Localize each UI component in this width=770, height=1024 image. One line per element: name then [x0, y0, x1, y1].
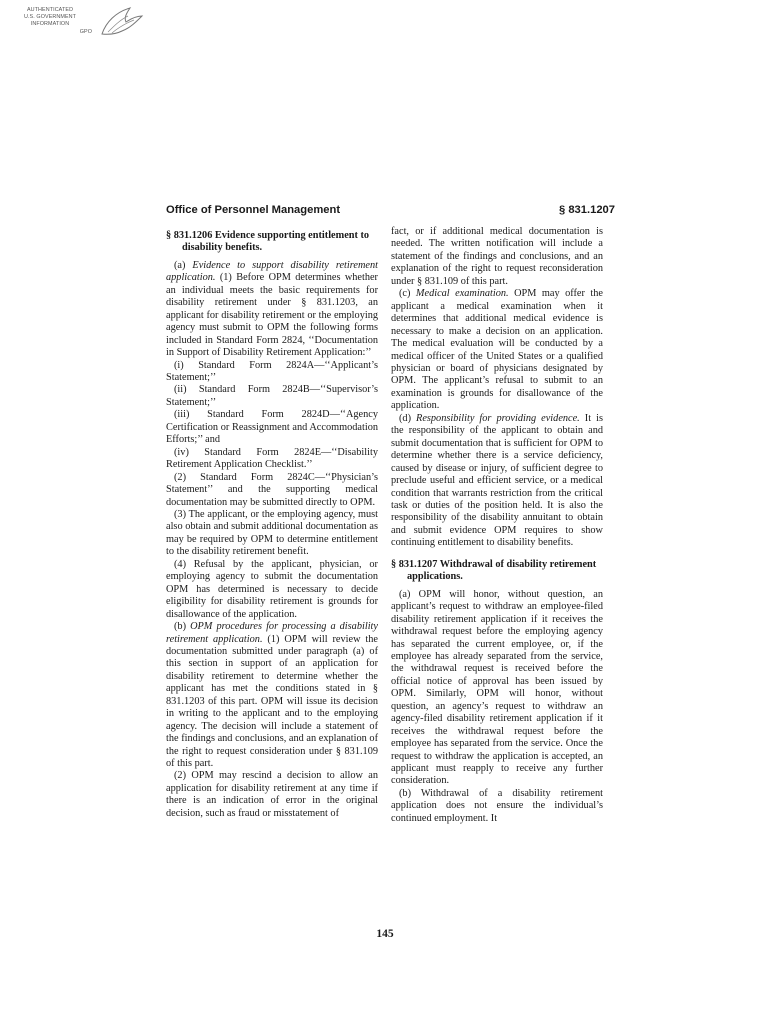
- paragraph: (2) Standard Form 2824C—‘‘Physician’s Statement’’ and the supporting medical documentation may be submitted directly to OPM.: [166, 471, 378, 508]
- paragraph: (ii) Standard Form 2824B—‘‘Supervisor’s Statement;’’: [166, 384, 378, 408]
- right-column: [391, 226, 603, 825]
- seal-line-4: GPO: [79, 28, 92, 35]
- page-number: 145: [376, 928, 394, 940]
- paragraph: (a) Evidence to support disability retirement application. (1) Before OPM determines whether an individual meets the basic requirements for disability retirement under § 831.1203, an applicant for disability retirement or the employing agency must submit to OPM the following forms included in Standard Form 2824, ‘‘Documentation in Support of Disability Retirement Application:’’: [166, 259, 378, 359]
- paragraph: (b) OPM procedures for processing a disability retirement application. (1) OPM will review the documentation submitted under paragraph (a) of this section in support of an application for disability retirement to determine whether the applicant has met the conditions stated in § 831.1203 of this part. OPM will issue its decision in writing to the applicant and to the employing agency. The decision will include a statement of the findings and conclusions, and an explanation of the right to request consideration under § 831.109 of this part.: [166, 621, 378, 770]
- seal-line-3: INFORMATION: [30, 21, 70, 28]
- gpo-authentication-seal: [4, 4, 154, 52]
- paragraph: (a) OPM will honor, without question, an applicant’s request to withdraw an employee-filed disability retirement application if it receives the withdrawal request before the employing agency has separated the current employee, or, if the employee has already separated from the service, the withdrawal request is received before the official notice of approval has been issued by OPM. Similarly, OPM will honor, without question, an agency’s request to withdraw an agency-filed disability retirement application if it receives the withdrawal request before the employee has separated from the service. Once the request to withdraw the application is accepted, an applicant must reapply to receive any further consideration.: [391, 588, 603, 787]
- paragraph: (iii) Standard Form 2824D—‘‘Agency Certification or Reassignment and Accommodation Efforts;’’ and: [166, 409, 378, 446]
- paragraph: fact, or if additional medical documentation is needed. The written notification will include a statement of the findings and conclusions, and an explanation of the right to request reconsideration under § 831.109 of this part.: [391, 226, 603, 287]
- seal-line-2: U.S. GOVERNMENT: [23, 14, 77, 21]
- seal-text: [4, 7, 96, 36]
- paragraph-heading: OPM procedures for processing a disability retirement application.: [166, 621, 378, 645]
- section-number: § 831.1206: [166, 230, 215, 241]
- paragraph: (c) Medical examination. OPM may offer the applicant a medical examination when it determines that additional medical evidence is necessary to make a decision on an application. The medical evaluation will be conducted by a medical officer of the United States or a qualified physician or board of physicians designated by OPM. The applicant’s refusal to submit to an examination is grounds for disallowance of the application.: [391, 288, 603, 412]
- paragraph: (2) OPM may rescind a decision to allow an application for disability retirement at any time if there is an indication of error in the original decision, such as fraud or misstatement of: [166, 770, 378, 819]
- paragraph-heading: Medical examination.: [415, 288, 509, 300]
- seal-line-1: AUTHENTICATED: [26, 7, 74, 13]
- section-number: § 831.1207: [391, 558, 440, 570]
- paragraph: (4) Refusal by the applicant, physician, or employing agency to submit the documentation OPM has determined is necessary to decide eligibility for disability retirement is grounds for disallowance of the application.: [166, 558, 378, 620]
- eagle-icon: [96, 4, 144, 44]
- paragraph-heading: Responsibility for providing evidence.: [416, 412, 580, 424]
- section-title: Withdrawal of disability retirement applications.: [407, 558, 597, 583]
- section-heading: [166, 230, 378, 255]
- paragraph: (d) Responsibility for providing evidence. It is the responsibility of the applicant to obtain and submit documentation that is sufficient for OPM to determine whether there is a service deficiency, caused by disease or injury, of sufficient degree to preclude useful and efficient service, or a medical condition that warrants restriction from the critical task or duties of the position held. It is also the responsibility of the disability annuitant to obtain and submit evidence OPM requires to show continuing entitlement to disability benefits.: [391, 412, 603, 549]
- left-column: [166, 230, 378, 820]
- section-heading: [391, 559, 603, 584]
- paragraph: (i) Standard Form 2824A—‘‘Applicant’s Statement;’’: [166, 359, 378, 383]
- paragraph: (b) Withdrawal of a disability retirement application does not ensure the individual’s continued employment. It: [391, 787, 603, 824]
- running-header: [166, 204, 615, 220]
- paragraph: (iv) Standard Form 2824E—‘‘Disability Retirement Application Checklist.’’: [166, 446, 378, 471]
- section-title: Evidence supporting entitlement to disability benefits.: [182, 230, 370, 254]
- header-agency: Office of Personnel Management: [166, 204, 341, 216]
- header-section: § 831.1207: [559, 204, 615, 216]
- paragraph-heading: Evidence to support disability retirement application.: [166, 259, 378, 284]
- paragraph: (3) The applicant, or the employing agency, must also obtain and submit additional documentation as may be required by OPM to determine entitlement to the disability retirement benefit.: [166, 508, 378, 558]
